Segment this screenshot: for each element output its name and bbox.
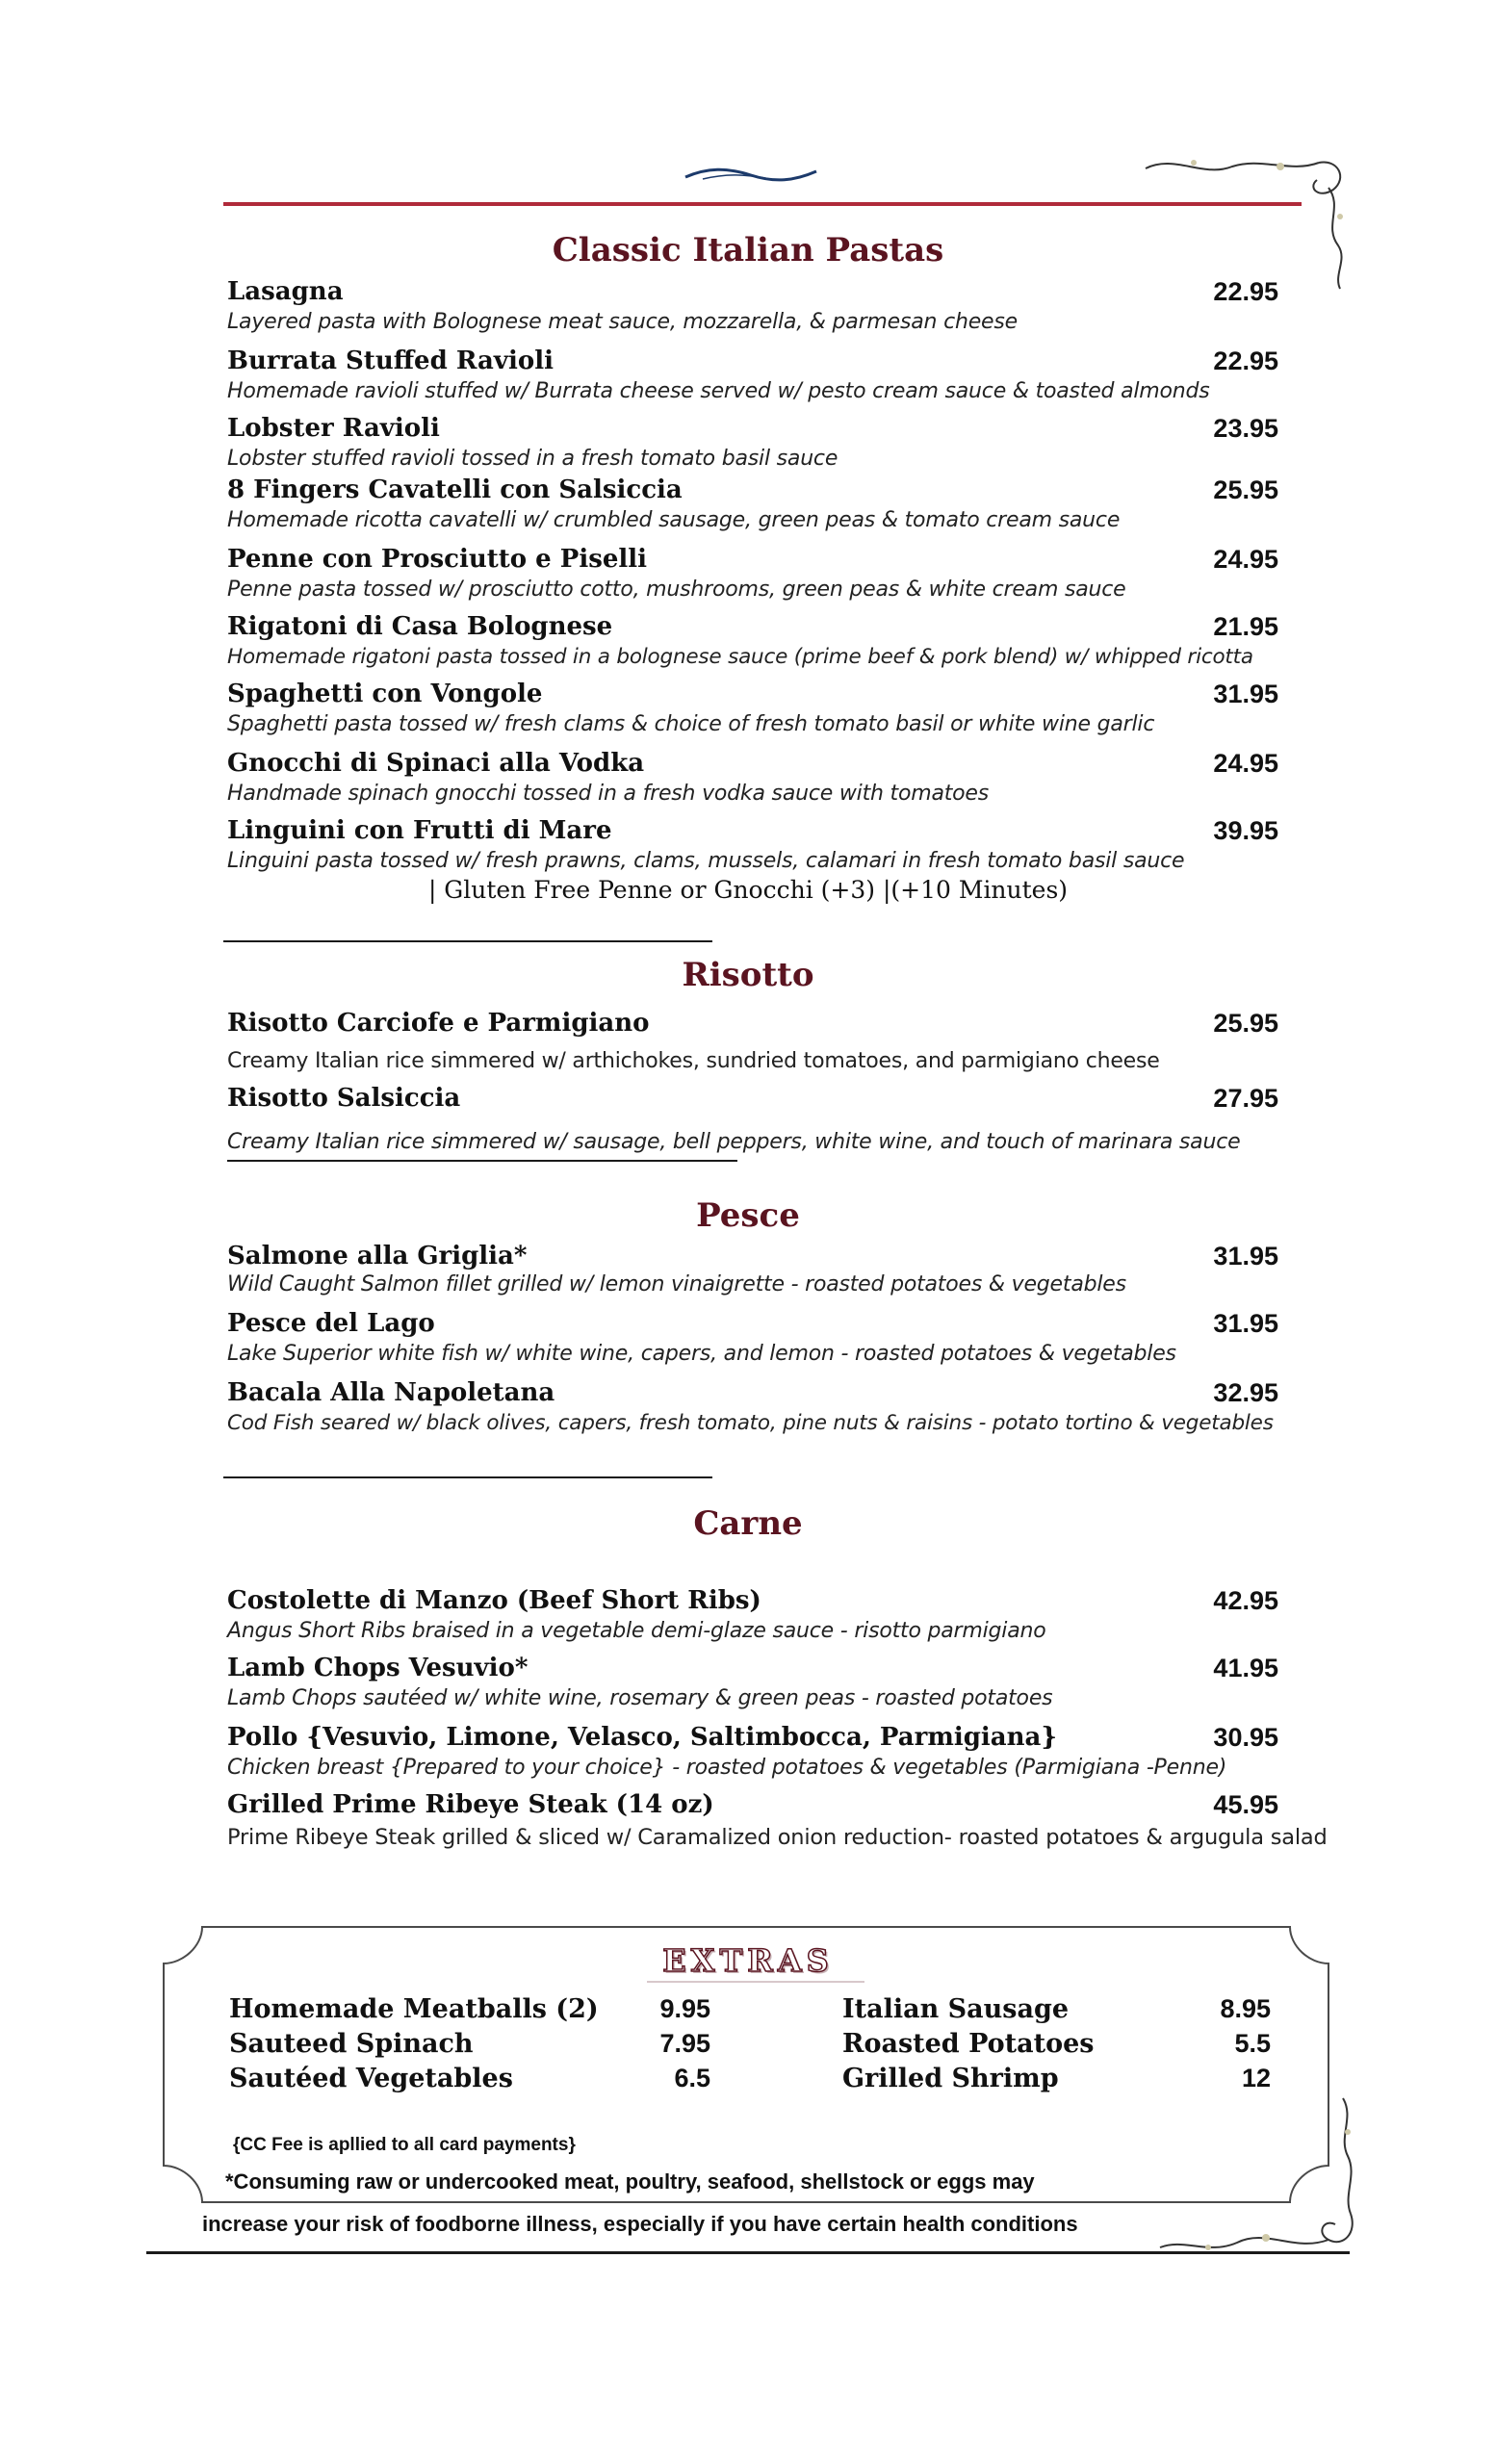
extras-item-name: Italian Sausage <box>842 1994 1070 2024</box>
menu-item-name: Linguini con Frutti di Mare <box>227 816 612 845</box>
extras-item-name: Roasted Potatoes <box>842 2029 1095 2059</box>
menu-item-name: Bacala Alla Napoletana <box>227 1378 555 1407</box>
menu-item-description: Lobster stuffed ravioli tossed in a fresh tomato basil sauce <box>227 447 838 471</box>
extras-item-price: 8.95 <box>1220 1994 1271 2023</box>
menu-item-price: 31.95 <box>1213 680 1278 708</box>
menu-item-name: Burrata Stuffed Ravioli <box>227 346 554 375</box>
extras-title-rule <box>647 1981 864 1983</box>
menu-item-price: 25.95 <box>1213 475 1278 504</box>
cc-fee-note: {CC Fee is apllied to all card payments} <box>233 2135 576 2155</box>
consumption-warning-line-1: *Consuming raw or undercooked meat, poultry, seafood, shellstock or eggs may <box>225 2169 1035 2194</box>
divider-pastas <box>223 940 712 942</box>
wave-ornament <box>684 166 818 185</box>
menu-item-name: Pollo {Vesuvio, Limone, Velasco, Saltimbocca, Parmigiana} <box>227 1723 1058 1752</box>
bottom-rule <box>146 2251 1350 2254</box>
menu-item-price: 25.95 <box>1213 1009 1278 1038</box>
extras-item-name: Sautéed Vegetables <box>229 2064 513 2093</box>
menu-item-description: Linguini pasta tossed w/ fresh prawns, clams, mussels, calamari in fresh tomato basil sauce <box>227 849 1185 873</box>
extras-item-name: Grilled Shrimp <box>842 2064 1059 2093</box>
section-title-pesce: Pesce <box>696 1196 800 1235</box>
menu-item-name: Rigatoni di Casa Bolognese <box>227 612 613 641</box>
menu-item-name: Lobster Ravioli <box>227 414 440 443</box>
menu-item-description: Creamy Italian rice simmered w/ sausage, bell peppers, white wine, and touch of marinara sauce <box>227 1130 1241 1154</box>
menu-item-description: Homemade ravioli stuffed w/ Burrata cheese served w/ pesto cream sauce & toasted almonds <box>227 379 1210 403</box>
menu-item-name: Salmone alla Griglia* <box>227 1242 528 1270</box>
menu-item-description: Homemade rigatoni pasta tossed in a bolognese sauce (prime beef & pork blend) w/ whipped ricotta <box>227 645 1253 669</box>
extras-item-price: 5.5 <box>1234 2029 1271 2058</box>
menu-item-price: 41.95 <box>1213 1654 1278 1682</box>
menu-item-description: Prime Ribeye Steak grilled & sliced w/ Caramalized onion reduction- roasted potatoes & argugula salad <box>227 1825 1328 1850</box>
menu-item-name: Pesce del Lago <box>227 1309 435 1338</box>
menu-item-price: 27.95 <box>1213 1084 1278 1113</box>
menu-item-description: Layered pasta with Bolognese meat sauce, mozzarella, & parmesan cheese <box>227 310 1018 334</box>
menu-item-price: 45.95 <box>1213 1790 1278 1819</box>
extras-item-price: 12 <box>1241 2064 1271 2092</box>
divider-risotto <box>227 1160 737 1162</box>
menu-item-name: Costolette di Manzo (Beef Short Ribs) <box>227 1586 761 1615</box>
menu-item-name: Gnocchi di Spinaci alla Vodka <box>227 749 645 778</box>
extras-item-name: Sauteed Spinach <box>229 2029 474 2059</box>
menu-item-price: 22.95 <box>1213 346 1278 375</box>
menu-item-name: 8 Fingers Cavatelli con Salsiccia <box>227 475 683 504</box>
menu-item-description: Penne pasta tossed w/ prosciutto cotto, mushrooms, green peas & white cream sauce <box>227 578 1126 602</box>
menu-item-price: 24.95 <box>1213 545 1278 574</box>
extras-title: EXTRAS <box>662 1942 834 1979</box>
extras-item-name: Homemade Meatballs (2) <box>229 1994 599 2024</box>
menu-item-price: 23.95 <box>1213 414 1278 443</box>
gluten-free-note: | Gluten Free Penne or Gnocchi (+3) |(+10 Minutes) <box>427 876 1069 904</box>
corner-scroll-ornament-bottom <box>1150 2093 1362 2262</box>
menu-item-name: Spaghetti con Vongole <box>227 680 543 708</box>
menu-item-description: Lake Superior white fish w/ white wine, capers, and lemon - roasted potatoes & vegetables <box>227 1342 1176 1366</box>
menu-item-description: Wild Caught Salmon fillet grilled w/ lemon vinaigrette - roasted potatoes & vegetables <box>227 1272 1126 1296</box>
menu-item-description: Chicken breast {Prepared to your choice} - roasted potatoes & vegetables (Parmigiana -Penne) <box>227 1756 1227 1780</box>
menu-item-name: Risotto Salsiccia <box>227 1084 461 1113</box>
menu-item-price: 24.95 <box>1213 749 1278 778</box>
menu-item-price: 39.95 <box>1213 816 1278 845</box>
menu-item-description: Lamb Chops sautéed w/ white wine, rosemary & green peas - roasted potatoes <box>227 1686 1053 1710</box>
menu-item-name: Lamb Chops Vesuvio* <box>227 1654 529 1682</box>
menu-item-name: Risotto Carciofe e Parmigiano <box>227 1009 650 1038</box>
menu-item-name: Penne con Prosciutto e Piselli <box>227 545 648 574</box>
extras-item-price: 7.95 <box>659 2029 710 2058</box>
section-title-risotto: Risotto <box>682 956 814 994</box>
section-title-carne: Carne <box>693 1504 803 1543</box>
menu-item-price: 21.95 <box>1213 612 1278 641</box>
menu-item-price: 32.95 <box>1213 1378 1278 1407</box>
corner-scroll-ornament-top <box>1136 149 1357 294</box>
menu-item-price: 30.95 <box>1213 1723 1278 1752</box>
menu-item-price: 42.95 <box>1213 1586 1278 1615</box>
consumption-warning-line-2: increase your risk of foodborne illness, especially if you have certain health conditions <box>202 2212 1078 2236</box>
menu-item-description: Cod Fish seared w/ black olives, capers, fresh tomato, pine nuts & raisins - potato tortino & vegetables <box>227 1411 1274 1435</box>
divider-pesce <box>223 1476 712 1478</box>
menu-item-description: Spaghetti pasta tossed w/ fresh clams & choice of fresh tomato basil or white wine garlic <box>227 712 1155 736</box>
menu-item-description: Angus Short Ribs braised in a vegetable demi-glaze sauce - risotto parmigiano <box>227 1619 1046 1643</box>
extras-item-price: 9.95 <box>659 1994 710 2023</box>
extras-item-price: 6.5 <box>674 2064 710 2092</box>
menu-item-price: 22.95 <box>1213 277 1278 306</box>
menu-item-name: Grilled Prime Ribeye Steak (14 oz) <box>227 1790 714 1819</box>
menu-item-description: Handmade spinach gnocchi tossed in a fresh vodka sauce with tomatoes <box>227 782 990 806</box>
menu-item-description: Creamy Italian rice simmered w/ arthichokes, sundried tomatoes, and parmigiano cheese <box>227 1049 1160 1073</box>
menu-item-price: 31.95 <box>1213 1309 1278 1338</box>
section-title-pastas: Classic Italian Pastas <box>552 231 944 270</box>
menu-item-name: Lasagna <box>227 277 344 306</box>
menu-item-price: 31.95 <box>1213 1242 1278 1270</box>
menu-item-description: Homemade ricotta cavatelli w/ crumbled sausage, green peas & tomato cream sauce <box>227 508 1121 532</box>
